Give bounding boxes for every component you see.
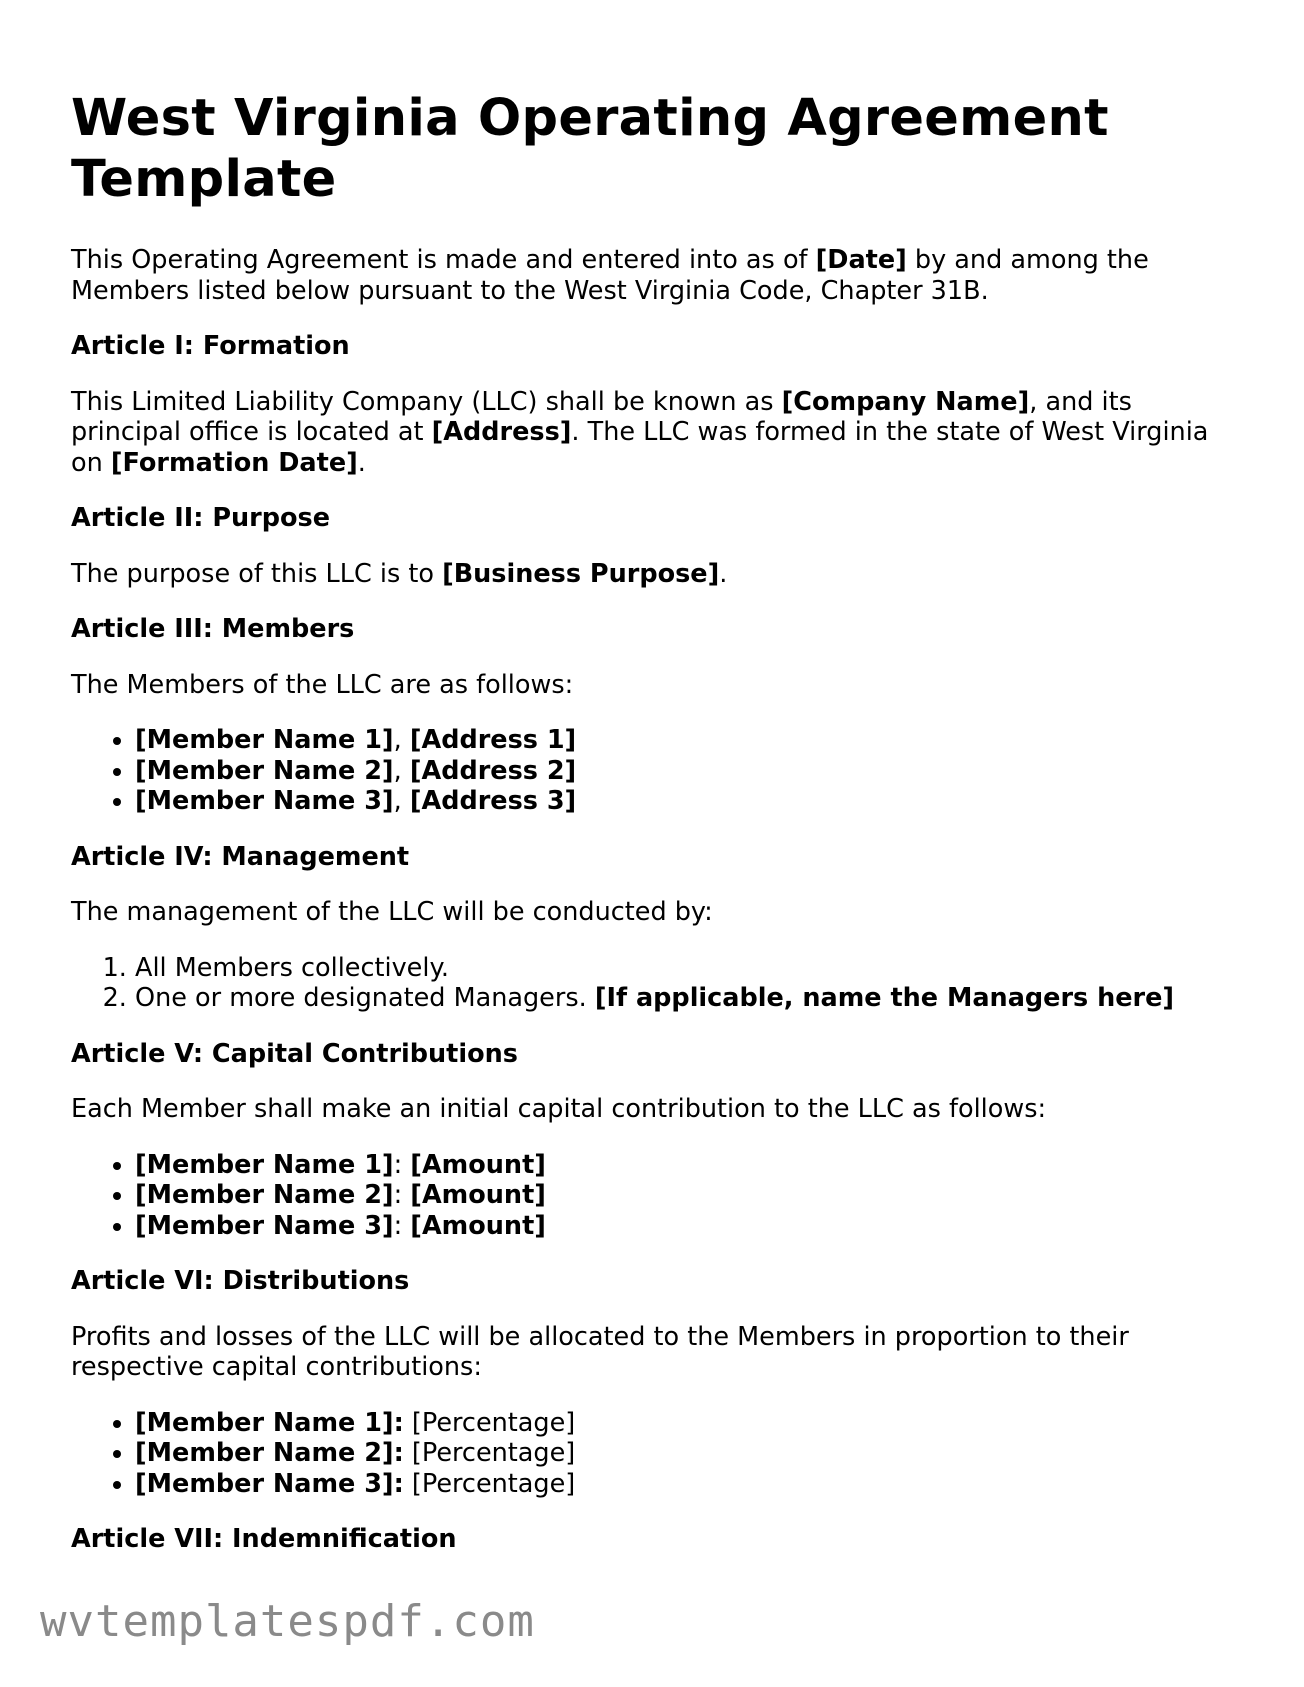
separator: , — [393, 786, 410, 816]
article-3-paragraph: The Members of the LLC are as follows: — [71, 669, 574, 700]
page-title: West Virginia Operating Agreement Template — [71, 89, 1109, 209]
article-1-text-2: , and its principal office is located at — [71, 386, 1132, 447]
option-text: One or more designated Managers. — [135, 983, 595, 1013]
article-6-paragraph: Profits and losses of the LLC will be allocated to the Members in proportion to their respective capital contributions: — [71, 1321, 1129, 1382]
business-purpose-placeholder: [Business Purpose] — [442, 558, 720, 589]
document-page — [71, 88, 1241, 1580]
member-name: [Member Name 2] — [135, 755, 394, 786]
percentage-placeholder: [Percentage] — [403, 1468, 576, 1499]
member-name: [Member Name 3] — [135, 786, 394, 816]
address-placeholder: [Address] — [431, 417, 572, 447]
article-2-text-1: The purpose of this LLC is to — [71, 558, 443, 589]
contributions-list — [71, 1150, 1241, 1242]
percentage-placeholder: [Percentage] — [403, 1407, 576, 1438]
article-4-heading: Article IV: Management — [71, 841, 410, 872]
list-item — [135, 786, 1241, 817]
management-options-list — [71, 953, 1241, 1014]
distributions-list — [71, 1408, 1241, 1500]
formation-date-placeholder: [Formation Date] — [110, 447, 358, 478]
managers-placeholder: [If applicable, name the Managers here] — [594, 983, 1175, 1013]
separator: , — [393, 755, 410, 786]
list-item — [135, 1150, 1241, 1181]
article-3-heading: Article III: Members — [71, 614, 355, 644]
article-1-heading: Article I: Formation — [71, 331, 350, 361]
list-item — [135, 1469, 1241, 1500]
article-1-text-4: . — [357, 447, 366, 478]
member-address: [Address 2] — [409, 755, 577, 786]
article-1-paragraph — [71, 387, 1241, 479]
list-item — [135, 1180, 1241, 1211]
member-name: [Member Name 3] — [135, 1210, 394, 1241]
article-7-heading: Article VII: Indemnification — [71, 1524, 457, 1554]
article-2-text-2: . — [719, 558, 728, 589]
separator: : — [393, 1149, 411, 1180]
member-address: [Address 3] — [409, 786, 577, 816]
list-item — [135, 1211, 1241, 1242]
watermark: wvtemplatespdf.com — [40, 1596, 535, 1647]
member-name: [Member Name 1] — [135, 1149, 394, 1180]
member-name: [Member Name 3]: — [135, 1468, 404, 1499]
intro-paragraph — [71, 245, 1241, 306]
member-name: [Member Name 1] — [135, 725, 394, 755]
list-item — [135, 1438, 1241, 1469]
member-name: [Member Name 2]: — [135, 1438, 404, 1468]
article-1-text-3: . The LLC was formed in the state of West Virginia on — [71, 417, 1209, 478]
member-name: [Member Name 1]: — [135, 1407, 404, 1438]
separator: : — [393, 1180, 411, 1210]
article-1-text-1: This Limited Liability Company (LLC) shall be known as — [71, 386, 782, 417]
intro-text-1: This Operating Agreement is made and entered into as of — [71, 245, 816, 275]
list-item — [135, 725, 1241, 756]
members-list — [71, 725, 1241, 817]
list-item — [135, 756, 1241, 787]
article-6-heading: Article VI: Distributions — [71, 1266, 410, 1296]
amount-placeholder: [Amount] — [410, 1180, 546, 1210]
amount-placeholder: [Amount] — [410, 1149, 546, 1180]
percentage-placeholder: [Percentage] — [403, 1438, 576, 1468]
list-item — [135, 983, 1241, 1014]
article-2-paragraph — [71, 559, 1241, 590]
member-address: [Address 1] — [409, 725, 577, 755]
member-name: [Member Name 2] — [135, 1180, 394, 1210]
company-name-placeholder: [Company Name] — [781, 386, 1030, 417]
article-2-heading: Article II: Purpose — [71, 503, 330, 533]
article-4-paragraph: The management of the LLC will be conducted by: — [71, 897, 713, 927]
date-placeholder: [Date] — [815, 245, 907, 275]
amount-placeholder: [Amount] — [410, 1210, 546, 1241]
separator: : — [393, 1210, 411, 1241]
article-5-heading: Article V: Capital Contributions — [71, 1038, 518, 1069]
intro-text-2: by and among the Members listed below pursuant to the West Virginia Code, Chapter 31B. — [71, 245, 1149, 306]
list-item: 1. All Members collectively. — [135, 953, 1241, 984]
separator: , — [393, 725, 410, 755]
list-item — [135, 1408, 1241, 1439]
article-5-paragraph: Each Member shall make an initial capital contribution to the LLC as follows: — [71, 1094, 1047, 1124]
